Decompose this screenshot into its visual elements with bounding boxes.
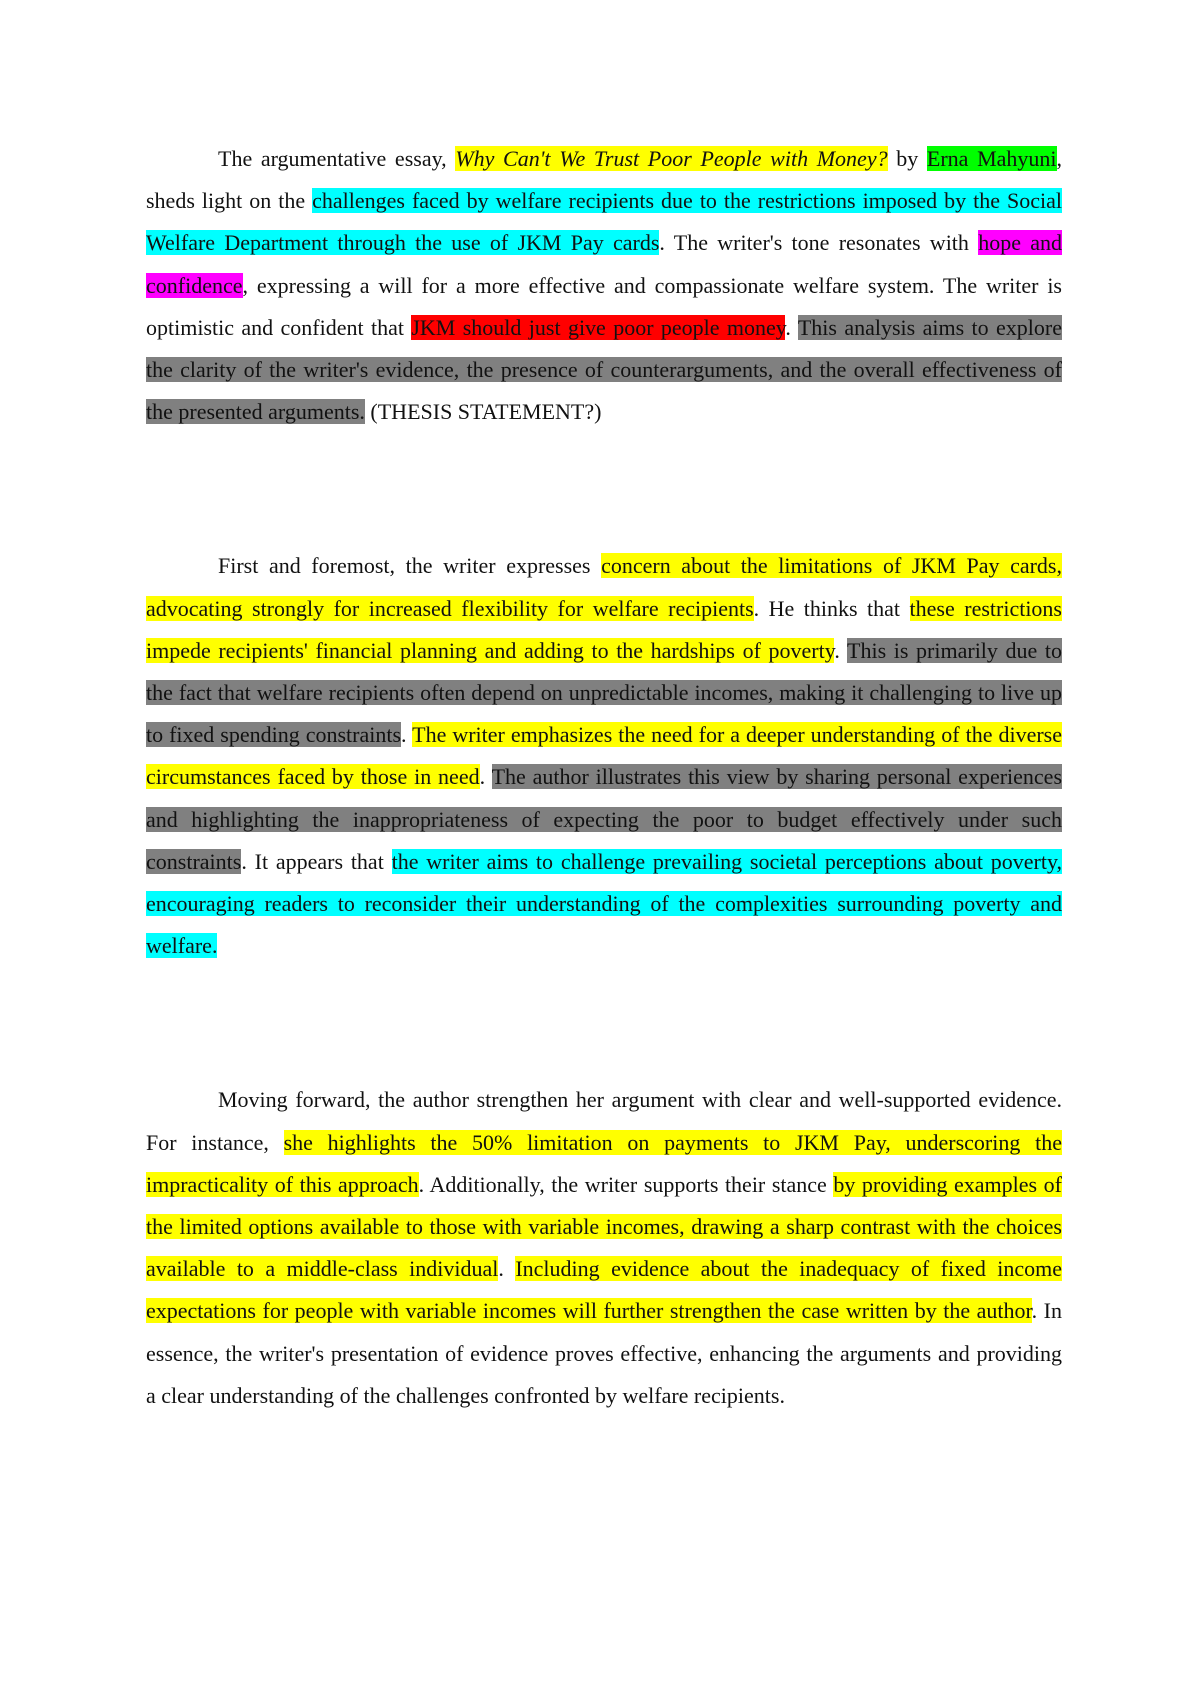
plain-text: . bbox=[401, 722, 413, 748]
plain-text: Moving forward, the author strengthen her argument with clear and well-supported evidence. For instance, bbox=[146, 1087, 1062, 1155]
support-highlight: The author illustrates this view by sharing personal experiences and highlighting the inappropriateness of expecting the poor to budget effectively under such constraints bbox=[146, 764, 1063, 874]
plain-text: The argumentative essay, bbox=[218, 146, 456, 171]
thesis-note: (THESIS STATEMENT?) bbox=[370, 399, 602, 425]
plain-text: . In essence, the writer's presentation of evidence proves effective, enhancing the arguments and providing a clear understanding of the challenges confronted by welfare recipients. bbox=[146, 1298, 1063, 1408]
evidence-highlight: Including evidence about the inadequacy of fixed income expectations for people with variable incomes will further strengthen the case written by the author bbox=[146, 1256, 1063, 1324]
essay-title-highlight: Why Can't We Trust Poor People with Money? bbox=[455, 146, 888, 171]
evidence-highlight: by providing examples of the limited options available to those with variable incomes, drawing a sharp contrast with the choices available to a middle-class individual bbox=[146, 1171, 1063, 1282]
plain-text: . Additionally, the writer supports their stance bbox=[418, 1171, 834, 1197]
plain-text: First and foremost, the writer expresses bbox=[218, 553, 602, 579]
tone-highlight: hope and confidence bbox=[146, 230, 1062, 298]
main-point-highlight: The writer emphasizes the need for a deeper understanding of the diverse circumstances faced by those in need bbox=[146, 722, 1062, 790]
plain-text: . It appears that bbox=[241, 848, 392, 874]
essay-body bbox=[146, 138, 1062, 1417]
plain-text: by bbox=[887, 146, 927, 171]
issue-highlight: challenges faced by welfare recipients due to the restrictions imposed by the Social Welfare Department through the use of JKM Pay cards bbox=[146, 188, 1062, 256]
paragraph-body-one bbox=[146, 545, 1062, 967]
plain-text: . bbox=[785, 314, 798, 340]
plain-text: . bbox=[498, 1256, 516, 1282]
plain-text: . He thinks that bbox=[753, 595, 910, 621]
plain-text: . bbox=[834, 637, 848, 663]
purpose-highlight: the writer aims to challenge prevailing societal perceptions about poverty, encouraging readers to reconsider their understanding of the complexities surrounding poverty and welfare. bbox=[146, 848, 1063, 959]
plain-text: , expressing a will for a more effective and compassionate welfare system. The writer is optimistic and confident that bbox=[146, 272, 1062, 340]
paragraph-introduction bbox=[146, 138, 1062, 433]
author-name-highlight: Erna Mahyuni bbox=[926, 146, 1057, 171]
position-highlight: JKM should just give poor people money bbox=[411, 314, 786, 340]
evidence-highlight: she highlights the 50% limitation on payments to JKM Pay, underscoring the impracticality of this approach bbox=[146, 1129, 1062, 1197]
main-point-highlight: these restrictions impede recipients' financial planning and adding to the hardships of poverty bbox=[146, 595, 1062, 663]
thesis-highlight: This analysis aims to explore the clarity of the writer's evidence, the presence of counterarguments, and the overall effectiveness of the presented arguments. bbox=[146, 314, 1062, 425]
plain-text: , sheds light on the bbox=[146, 146, 1063, 214]
plain-text: . The writer's tone resonates with bbox=[659, 230, 979, 256]
main-point-highlight: concern about the limitations of JKM Pay cards, advocating strongly for increased flexibility for welfare recipients bbox=[146, 553, 1062, 621]
support-highlight: This is primarily due to the fact that welfare recipients often depend on unpredictable incomes, making it challenging to live up to fixed spending constraints bbox=[146, 637, 1063, 748]
paragraph-body-two bbox=[146, 1079, 1062, 1417]
plain-text: . bbox=[479, 764, 492, 790]
